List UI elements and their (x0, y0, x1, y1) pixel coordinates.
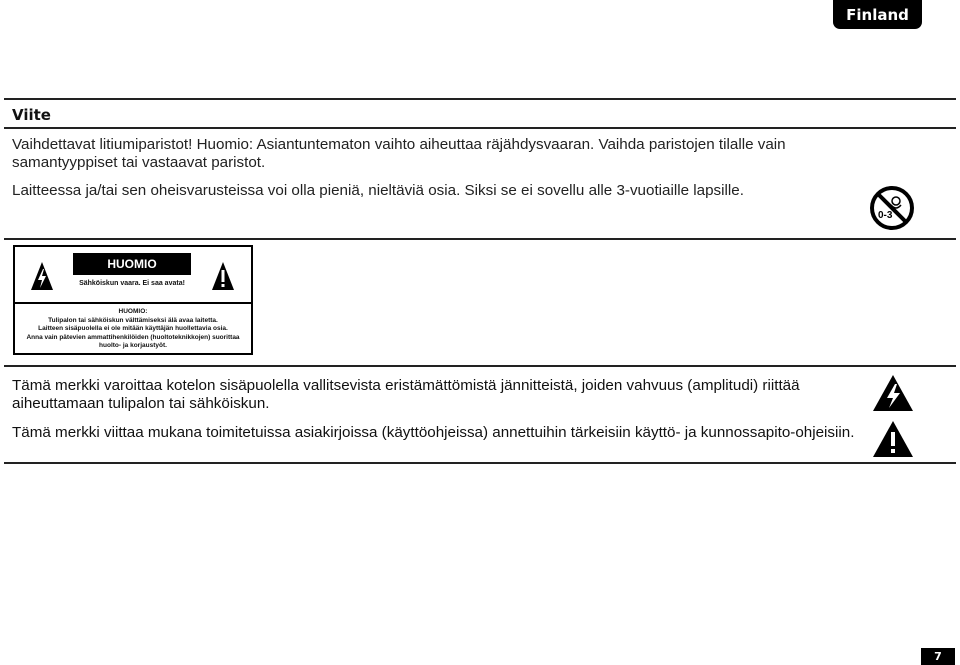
exclamation-explanation: Tämä merkki viittaa mukana toimitetuissa asiakirjoissa (käyttöohjeissa) annettuihin tärkeisiin käyttö- ja kunnossapito-ohjeisiin. (12, 424, 855, 441)
symbols-top-rule (4, 365, 956, 367)
warning-line: Tulipalon tai sähköiskun välttämiseksi älä avaa laitetta. (48, 316, 218, 324)
warning-line: Laitteen sisäpuolella ei ole mitään käyttäjän huollettavia osia. (38, 325, 228, 332)
warning-banner: HUOMIO (73, 253, 191, 275)
warning-label (13, 245, 253, 355)
svg-text:0-3: 0-3 (878, 210, 893, 221)
warning-line: Anna vain pätevien ammattihenkilöiden (huoltoteknikkojen) suorittaa (26, 333, 240, 341)
mid-rule (4, 238, 956, 240)
lightning-icon (872, 374, 914, 412)
heading-rule (4, 127, 956, 129)
warning-label-header (15, 247, 251, 304)
warning-line: huolto- ja korjaustyöt. (99, 342, 167, 349)
page-number: 7 (921, 648, 955, 665)
warning-subtitle: Sähköiskun vaara. Ei saa avata! (79, 280, 185, 287)
battery-warning-line1: Vaihdettavat litiumiparistot! Huomio: Asiantuntematon vaihto aiheuttaa räjähdysvaaran. Vaihda paristojen tilalle vain (12, 136, 786, 153)
battery-warning-line2: samantyyppiset tai vastaavat paristot. (12, 154, 266, 171)
lightning-icon (30, 261, 54, 291)
exclamation-icon (872, 420, 914, 458)
symbols-bottom-rule (4, 462, 956, 464)
top-rule (4, 98, 956, 100)
lightning-explanation-line2: aiheuttamaan tulipalon tai sähköiskun. (12, 395, 270, 412)
exclamation-icon (211, 261, 235, 291)
no-children-under-3-icon (869, 185, 915, 231)
warning-label-text (15, 308, 251, 351)
section-heading: Viite (12, 106, 51, 124)
warning-line: HUOMIO: (118, 308, 148, 315)
lightning-explanation-line1: Tämä merkki varoittaa kotelon sisäpuolella vallitsevista eristämättömistä jännitteistä, joiden vahvuus (amplitudi) riittää (12, 377, 800, 394)
country-tab: Finland (833, 0, 922, 29)
small-parts-warning: Laitteessa ja/tai sen oheisvarusteissa voi olla pieniä, nieltäviä osia. Siksi se ei sovellu alle 3-vuotiaille lapsille. (12, 182, 744, 199)
